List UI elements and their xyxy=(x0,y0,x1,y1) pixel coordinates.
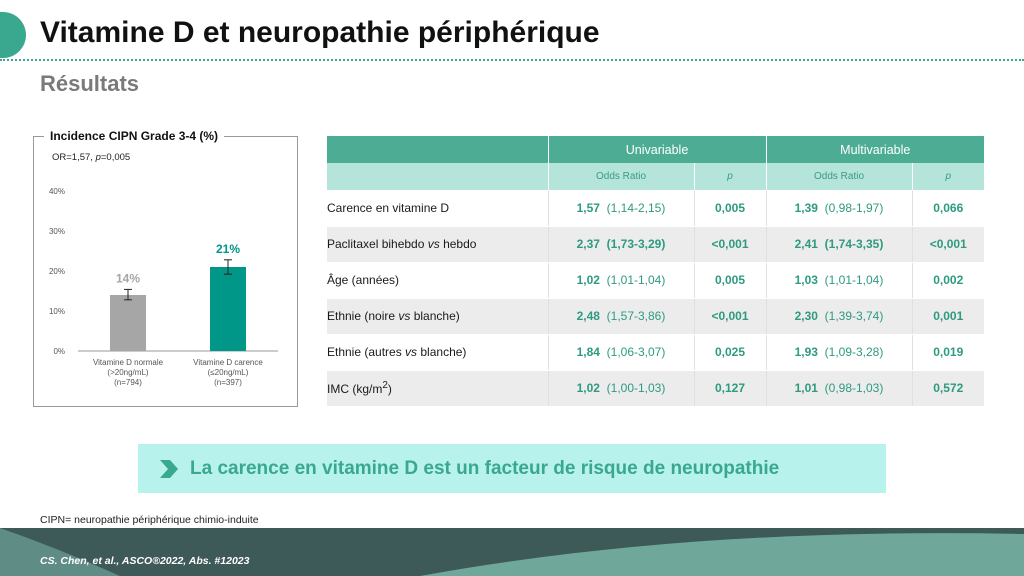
chart-annotation xyxy=(52,152,130,163)
conclusion-callout xyxy=(138,444,886,493)
row-label-vs: vs xyxy=(427,237,440,251)
table-group-header xyxy=(327,136,984,163)
uni-or-value: 1,02 xyxy=(576,273,600,287)
multi-p-value: <0,001 xyxy=(912,226,984,262)
multi-p-value: 0,001 xyxy=(912,298,984,334)
row-variable xyxy=(327,370,548,406)
row-label-vs: vs xyxy=(398,309,411,323)
uni-p-value: 0,005 xyxy=(694,190,766,226)
multi-odds-ratio xyxy=(766,262,912,298)
multi-ci-value: (0,98-1,03) xyxy=(824,381,884,395)
row-label-sup: 2 xyxy=(382,380,388,391)
x-tick-label: Vitamine D carence xyxy=(193,358,263,367)
uni-or-value: 1,84 xyxy=(576,345,600,359)
multi-p-value: 0,572 xyxy=(912,370,984,406)
table-row xyxy=(327,298,984,334)
footer-band xyxy=(0,528,1024,576)
y-tick-label: 20% xyxy=(48,267,65,276)
subheader-uni-p xyxy=(694,163,766,190)
footnote: CIPN= neuropathie périphérique chimio-induite xyxy=(40,514,259,526)
table-row xyxy=(327,334,984,370)
citation: CS. Chen, et al., ASCO®2022, Abs. #12023 xyxy=(40,555,250,567)
multi-or-value: 1,39 xyxy=(794,200,818,215)
page-title: Vitamine D et neuropathie périphérique xyxy=(40,16,600,49)
x-tick-label: (≤20ng/mL) xyxy=(207,368,249,377)
subheader-multi-or: Odds Ratio xyxy=(766,163,912,190)
results-table xyxy=(327,136,984,407)
multi-ci-value: (1,01-1,04) xyxy=(824,273,884,287)
uni-odds-ratio xyxy=(548,226,694,262)
uni-p-value: 0,025 xyxy=(694,334,766,370)
row-label-end: blanche) xyxy=(417,345,467,359)
multi-or-value: 1,01 xyxy=(794,381,818,395)
uni-ci-value: (1,14-2,15) xyxy=(606,200,666,215)
uni-or-value: 2,48 xyxy=(576,309,600,323)
uni-p-value: 0,127 xyxy=(694,370,766,406)
uni-p-value: 0,005 xyxy=(694,262,766,298)
multi-odds-ratio xyxy=(766,370,912,406)
row-variable xyxy=(327,190,548,226)
table-row xyxy=(327,226,984,262)
y-tick-label: 10% xyxy=(48,307,65,316)
row-label-vs: vs xyxy=(405,345,418,359)
x-tick-label: Vitamine D normale xyxy=(92,358,164,367)
row-variable xyxy=(327,298,548,334)
row-label: Carence en vitamine D xyxy=(327,200,450,215)
p-value-text: =0,005 xyxy=(100,152,131,163)
title-divider xyxy=(0,59,1024,61)
multi-p-value: 0,019 xyxy=(912,334,984,370)
row-variable xyxy=(327,226,548,262)
uni-ci-value: (1,01-1,04) xyxy=(606,273,666,287)
y-tick-label: 40% xyxy=(48,187,65,196)
multi-odds-ratio xyxy=(766,334,912,370)
incidence-bar-chart xyxy=(33,180,298,400)
uni-odds-ratio xyxy=(548,190,694,226)
multi-odds-ratio xyxy=(766,226,912,262)
uni-or-value: 1,57 xyxy=(576,200,600,215)
uni-p-value: <0,001 xyxy=(694,226,766,262)
header-univariable: Univariable xyxy=(548,136,766,163)
table-row xyxy=(327,262,984,298)
section-subtitle: Résultats xyxy=(40,71,140,96)
multi-ci-value: (1,39-3,74) xyxy=(824,309,884,323)
multi-odds-ratio xyxy=(766,298,912,334)
subheader-multi-p xyxy=(912,163,984,190)
uni-odds-ratio xyxy=(548,334,694,370)
multi-p-value: 0,066 xyxy=(912,190,984,226)
uni-or-value: 2,37 xyxy=(576,237,600,251)
conclusion-text: La carence en vitamine D est un facteur de risque de neuropathie xyxy=(190,457,780,479)
chart-title: Incidence CIPN Grade 3-4 (%) xyxy=(44,129,224,143)
table-row xyxy=(327,190,984,226)
chevron-right-icon xyxy=(158,458,180,480)
row-label-end: blanche) xyxy=(410,309,460,323)
y-tick-label: 0% xyxy=(53,347,65,356)
data-label: 21% xyxy=(215,241,241,256)
row-variable xyxy=(327,262,548,298)
multi-p-value: 0,002 xyxy=(912,262,984,298)
header-multivariable: Multivariable xyxy=(766,136,984,163)
multi-or-value: 2,41 xyxy=(794,237,818,251)
multi-ci-value: (0,98-1,97) xyxy=(824,200,884,215)
uni-ci-value: (1,00-1,03) xyxy=(606,381,666,395)
row-label-end: hebdo xyxy=(439,237,477,251)
uni-ci-value: (1,06-3,07) xyxy=(606,345,666,359)
x-tick-label: (n=794) xyxy=(114,378,142,387)
bar xyxy=(210,267,246,351)
row-variable xyxy=(327,334,548,370)
header-empty xyxy=(327,136,548,163)
table-row xyxy=(327,370,984,406)
table-sub-header xyxy=(327,163,984,190)
bar xyxy=(110,295,146,351)
multi-or-value: 1,03 xyxy=(794,273,818,287)
data-label: 14% xyxy=(115,271,141,286)
subheader-uni-or: Odds Ratio xyxy=(548,163,694,190)
y-tick-label: 30% xyxy=(48,227,65,236)
uni-p-value: <0,001 xyxy=(694,298,766,334)
multi-or-value: 2,30 xyxy=(794,309,818,323)
uni-ci-value: (1,73-3,29) xyxy=(606,237,666,251)
x-tick-label: (n=397) xyxy=(214,378,242,387)
multi-ci-value: (1,09-3,28) xyxy=(824,345,884,359)
multi-odds-ratio xyxy=(766,190,912,226)
subheader-empty xyxy=(327,163,548,190)
x-tick-label: (>20ng/mL) xyxy=(107,368,149,377)
odds-ratio-text: OR=1,57, xyxy=(52,152,96,163)
table-body xyxy=(327,190,984,406)
multi-ci-value: (1,74-3,35) xyxy=(824,237,884,251)
subheader-multi-p-label: p xyxy=(945,171,952,182)
row-label: Ethnie (noire xyxy=(327,309,399,323)
row-label: Âge (années) xyxy=(327,273,400,287)
row-label: IMC (kg/m xyxy=(327,382,383,396)
uni-or-value: 1,02 xyxy=(576,381,600,395)
row-label-end: ) xyxy=(387,382,392,396)
corner-decoration xyxy=(0,12,26,58)
uni-ci-value: (1,57-3,86) xyxy=(606,309,666,323)
uni-odds-ratio xyxy=(548,370,694,406)
p-label: p xyxy=(95,152,101,163)
uni-odds-ratio xyxy=(548,298,694,334)
row-label: Paclitaxel bihebdo xyxy=(327,237,428,251)
uni-odds-ratio xyxy=(548,262,694,298)
row-label: Ethnie (autres xyxy=(327,345,406,359)
multi-or-value: 1,93 xyxy=(794,345,818,359)
subheader-uni-p-label: p xyxy=(727,171,733,182)
